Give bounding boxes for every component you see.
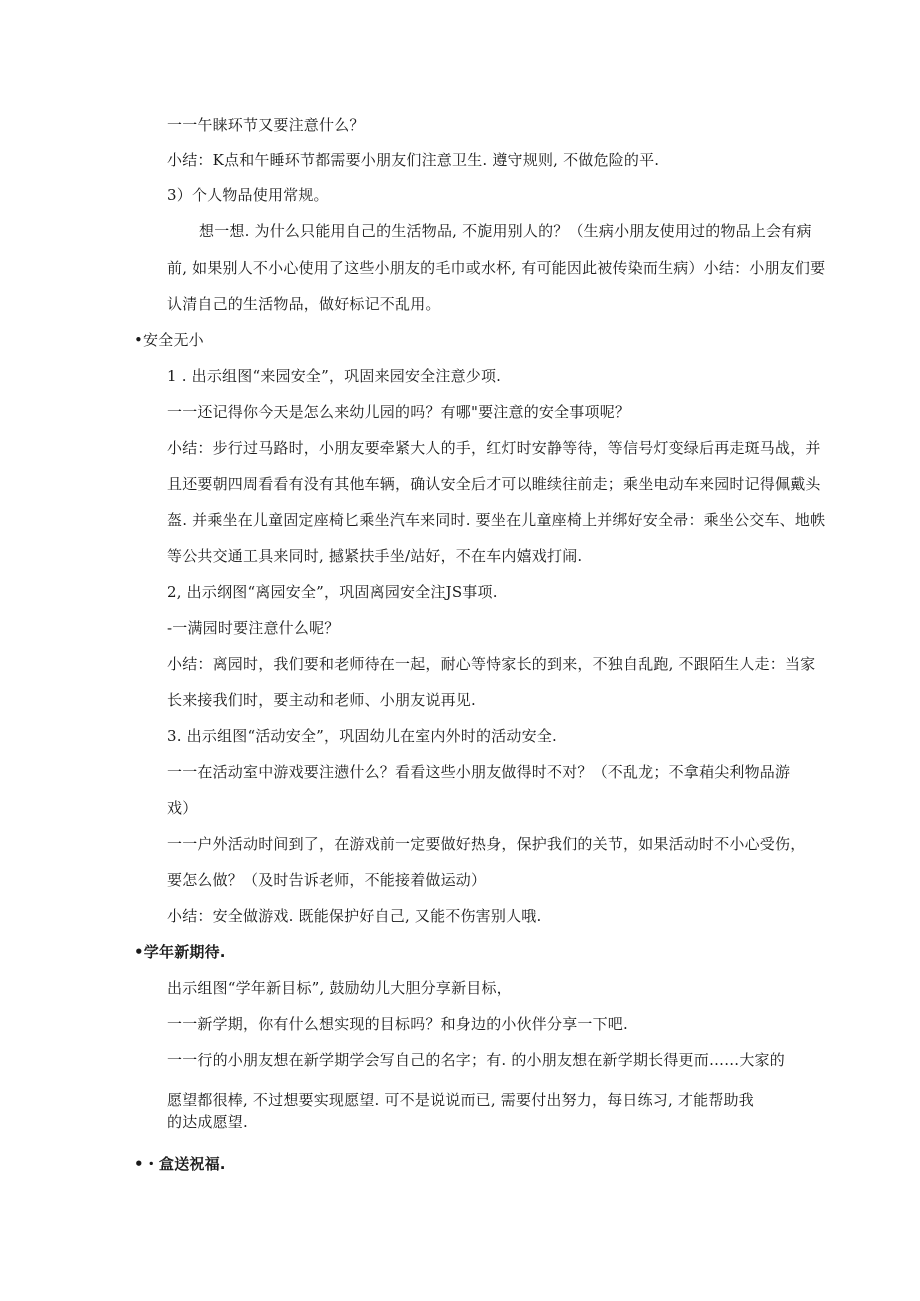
text-line: 1 . 出示组图“来园安全”，巩固来园安全注意少项. bbox=[167, 367, 502, 385]
text-line: 盔. 并乘坐在儿童固定座椅匕乘坐汽车来同时. 要坐在儿童座椅上并绑好安全帚：乘坐公交车、地帙 bbox=[167, 511, 826, 529]
text-line: 一一行的小朋友想在新学期学会写自己的名字；有. 的小朋友想在新学期长得更而……大家的 bbox=[167, 1051, 785, 1069]
text-line: 认清自己的生活物品，做好标记不乱用。 bbox=[167, 295, 441, 313]
text-line: -一满园时要注意什么呢？ bbox=[167, 619, 340, 637]
text-line: 愿望都很棒, 不过想要实现愿望. 可不是说说而已, 需要付出努力，每日练习, 才能帮助我 bbox=[167, 1091, 754, 1109]
text-line: 等公共交通工具来同时, 撼紧扶手坐/站好，不在车内嬉戏打闹. bbox=[167, 547, 583, 565]
text-line: 小结：安全做游戏. 既能保护好自己, 又能不伤害别人哦. bbox=[167, 907, 542, 925]
text-line: 小结：离园时，我们要和老师待在一起，耐心等恃家长的到来，不独自乱跑, 不跟陌生人走：当家 bbox=[167, 655, 816, 673]
text-line: 出示组图“学年新目标”, 鼓励幼儿大胆分享新目标， bbox=[167, 979, 512, 997]
text-line: 一一还记得你今天是怎么来幼儿园的吗？有哪"要注意的安全事项呢？ bbox=[167, 403, 631, 421]
text-line: 2, 出示纲图“离园安全”，巩固离园安全注JS事项. bbox=[167, 583, 498, 601]
text-line: 前, 如果别人不小心使用了这些小朋友的毛巾或水杯, 有可能因此被传染而生病）小结：小朋友们要 bbox=[167, 259, 826, 277]
text-line: 一一户外活动时间到了，在游戏前一定要做好热身，保护我们的关节，如果活动时不小心受伤， bbox=[167, 835, 806, 853]
text-line: 戏） bbox=[167, 799, 198, 817]
text-line: 一一在活动室中游戏要注懑什么？看看这些小朋友做得时不对？（不乱龙；不拿葙尖利物品游 bbox=[167, 763, 791, 781]
text-line: 小结：K点和午睡环节都需要小朋友们注意卫生. 遵守规则, 不做危险的平. bbox=[167, 151, 660, 169]
text-line: 一一午睐环节又要注意什么？ bbox=[167, 116, 365, 134]
text-line: 长来接我们时，要主动和老师、小朋友说再见. bbox=[167, 691, 476, 709]
section-heading: •学年新期待. bbox=[134, 943, 226, 961]
section-heading: •安全无小 bbox=[134, 331, 204, 349]
text-line: 且还要朝四周看看有没有其他车辆，确认安全后才可以睢续往前走；乘坐电动车来园时记得佩戴头 bbox=[167, 475, 821, 493]
text-line: 3）个人物品使用常规。 bbox=[167, 186, 329, 204]
text-line: 小结：步行过马路时，小朋友要牵紧大人的手，红灯时安静等待，等信号灯变绿后再走斑马战，并 bbox=[167, 439, 821, 457]
text-line: 想一想. 为什么只能用自己的生活物品, 不旎用别人的？（生病小朋友使用过的物品上会有病 bbox=[199, 222, 812, 240]
text-line: 要怎么做？（及时告诉老师，不能接着做运动） bbox=[167, 871, 487, 889]
text-line: 3. 出示组图“活动安全”，巩固幼儿在室内外时的活动安全. bbox=[167, 727, 557, 745]
section-heading: •・盒送祝福. bbox=[134, 1155, 226, 1173]
text-line: 的达成愿望. bbox=[167, 1113, 248, 1131]
text-line: 一一新学期，你有什么想实现的目标吗？和身边的小伙伴分享一下吧. bbox=[167, 1015, 628, 1033]
